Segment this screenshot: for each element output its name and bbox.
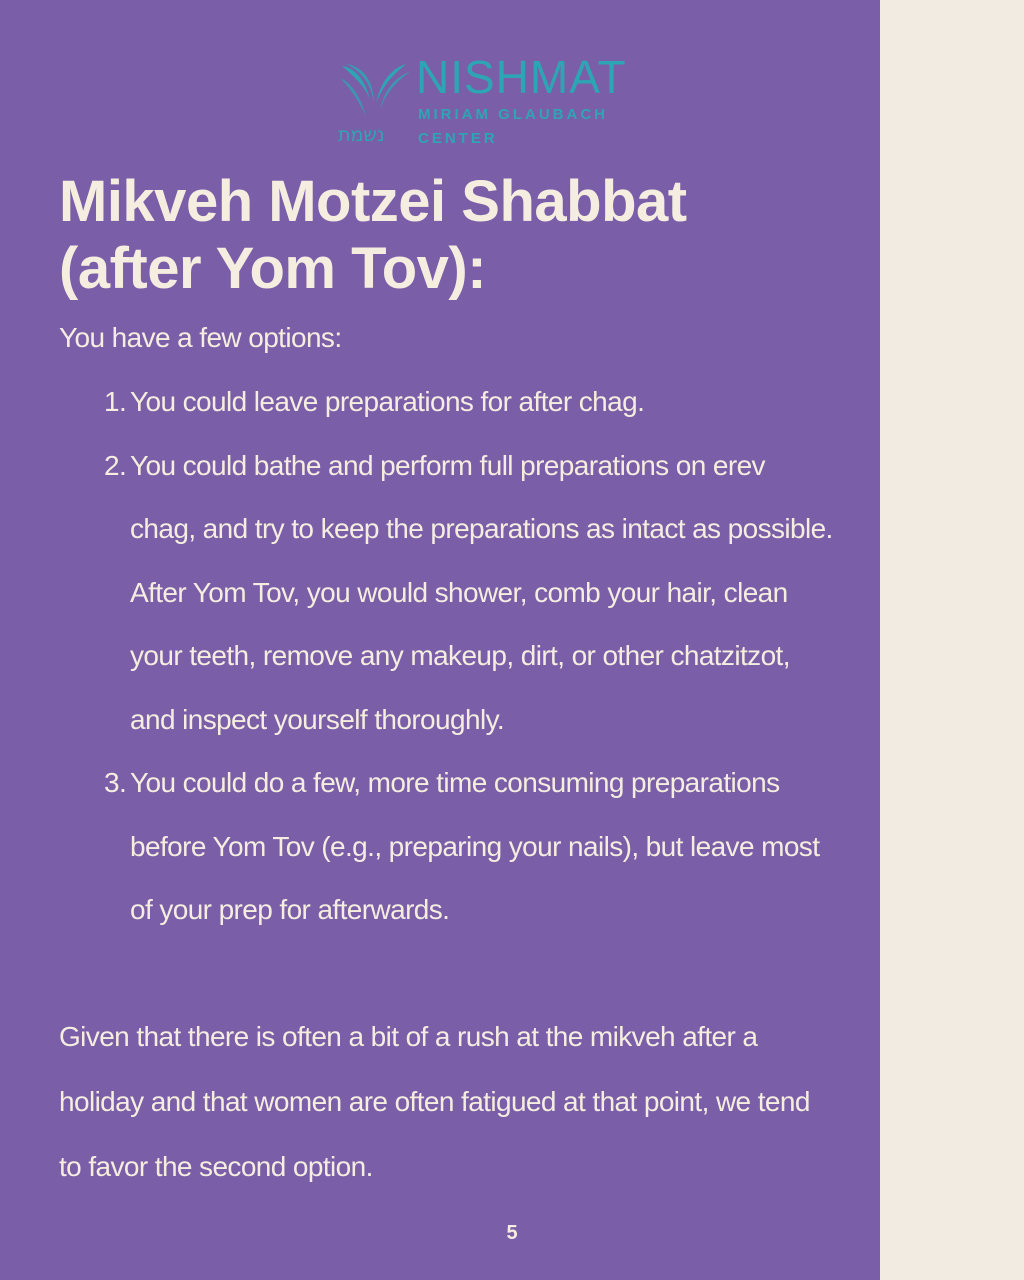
- page-number: 5: [506, 1222, 518, 1244]
- option-item: [104, 370, 834, 434]
- intro-text: You have a few options:: [59, 322, 342, 353]
- option-number: 2.: [104, 449, 127, 481]
- nishmat-logo: [336, 51, 636, 152]
- option-number: 1.: [104, 386, 127, 417]
- option-text: You could bathe and perform full preparations on erev chag, and try to keep the preparations as intact as possible. After Yom Tov, you would shower, comb your hair, clean your teeth, remove any makeup, dirt, or other chatzitzot, and inspect yourself thoroughly.: [130, 449, 833, 735]
- logo-hebrew-name: נשמת: [338, 124, 385, 146]
- option-item: [104, 751, 834, 942]
- logo-subtitle: MIRIAM GLAUBACH: [418, 106, 608, 123]
- option-number: 3.: [104, 767, 127, 798]
- option-text: You could do a few, more time consuming preparations before Yom Tov (e.g., preparing your nails), but leave most of your prep for afterwards.: [130, 767, 820, 925]
- right-margin-strip: [880, 0, 1024, 1280]
- options-list: [104, 370, 834, 942]
- logo-name: NISHMAT: [416, 51, 627, 103]
- option-item: [104, 434, 834, 752]
- logo-subtitle-center: CENTER: [418, 130, 498, 147]
- option-text: You could leave preparations for after chag.: [130, 386, 645, 417]
- page-title: Mikveh Motzei Shabbat (after Yom Tov):: [59, 169, 687, 301]
- logo-mark-icon: [336, 60, 412, 122]
- closing-paragraph: Given that there is often a bit of a rush at the mikveh after a holiday and that women are often fatigued at that point, we tend to favor the second option.: [59, 1021, 810, 1182]
